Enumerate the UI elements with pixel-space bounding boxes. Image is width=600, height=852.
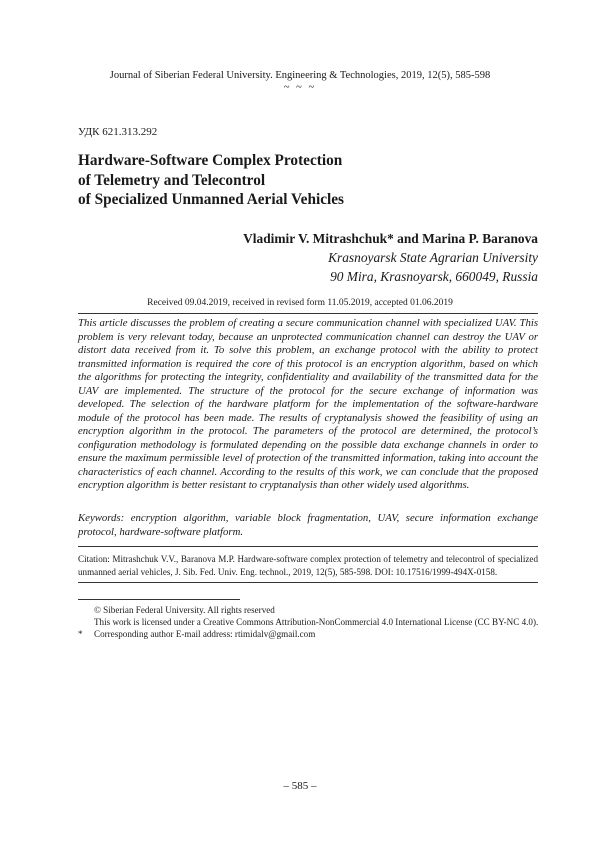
title-line: of Telemetry and Telecontrol	[78, 171, 266, 189]
footnote-corresponding	[78, 628, 548, 640]
page-number: – 585 –	[283, 780, 317, 792]
keywords: Keywords: encryption algorithm, variable block fragmentation, UAV, secure information exchange protocol, hardware-software platform.	[78, 512, 538, 538]
footnotes	[78, 604, 548, 641]
footnote-text: Corresponding author E-mail address: rtimidalv@gmail.com	[94, 629, 316, 640]
abstract: This article discusses the problem of creating a secure communication channel with specialized UAV. This problem is very relevant today, because an unprotected communication channel can destroy the UAV or distort data received from it. To solve this problem, an exchange protocol with the ability to protect transmitted information is required the core of this protocol is an encryption algorithm, based on which the algorithms for protecting the integrity, confidentiality and availability of the transmitted data for the UAV are implemented. The structure of the protocol for the secure exchange of information was developed. The selection of the hardware platform for the implementation of the software-hardware module of the protocol has been made. The results of cryptanalysis showed the feasibility of using an encryption algorithm in the protocol. The parameters of the protocol are determined, the protocol’s configuration methodology is formulated depending on the possible data exchange channels in order to ensure the maximum permissible level of protection of the transmitted information, taking into account the characteristics of each channel. According to the results of this work, we can conclude that the proposed encryption algorithm is better resistant to cryptanalysis than other widely used algorithms.	[78, 317, 538, 491]
footnote-rule	[78, 599, 240, 600]
footnote-text: © Siberian Federal University. All rights reserved	[94, 605, 275, 615]
footnote-license	[78, 616, 548, 628]
affiliation-line: 90 Mira, Krasnoyarsk, 660049, Russia	[330, 268, 538, 284]
citation-top-rule	[78, 546, 538, 547]
citation-bottom-rule	[78, 582, 538, 583]
affiliation	[328, 249, 538, 286]
footnote-copyright	[78, 604, 548, 616]
paper-title	[78, 151, 528, 210]
footnote-mark: *	[78, 629, 83, 640]
title-line: Hardware-Software Complex Protection	[78, 152, 343, 169]
received-dates: Received 09.04.2019, received in revised form 11.05.2019, accepted 01.06.2019	[147, 298, 453, 308]
authors: Vladimir V. Mitrashchuk* and Marina P. Baranova	[243, 231, 538, 246]
footnote-text: This work is licensed under a Creative Commons Attribution-NonCommercial 4.0 International License (CC BY-NC 4.0).	[94, 617, 539, 628]
journal-header: Journal of Siberian Federal University. Engineering & Technologies, 2019, 12(5), 585-598	[109, 70, 491, 81]
affiliation-line: Krasnoyarsk State Agrarian University	[328, 250, 538, 265]
citation: Citation: Mitrashchuk V.V., Baranova M.P. Hardware-software complex protection of telemetry and telecontrol of specialized unmanned aerial vehicles, J. Sib. Fed. Univ. Eng. technol., 2019, 12(5), 585-598. DOI: 10.17516/1999-494X-0158.	[78, 554, 538, 577]
udk-code: УДК 621.313.292	[78, 126, 158, 138]
abstract-top-rule	[78, 313, 538, 314]
title-line: of Specialized Unmanned Aerial Vehicles	[78, 191, 344, 209]
header-ornament: ~ ~ ~	[283, 82, 317, 93]
